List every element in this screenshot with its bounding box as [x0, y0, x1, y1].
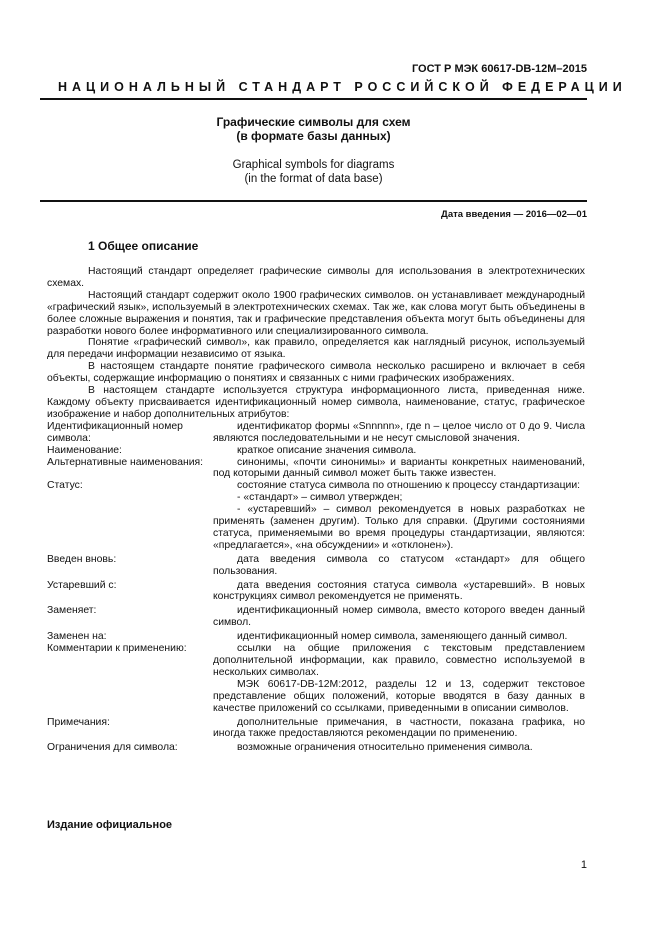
definition-row	[47, 480, 585, 492]
section-body	[47, 266, 585, 754]
definition-value: синонимы, «почти синонимы» и варианты конкретных наименований, под которыми данный символ может быть также известен.	[213, 456, 585, 480]
definition-term: Статус:	[47, 480, 83, 492]
title-en-line2: (in the format of data base)	[244, 173, 383, 185]
title-ru-line2: (в формате базы данных)	[236, 129, 391, 143]
definition-value: дата введения символа со статусом «стандарт» для общего пользования.	[213, 553, 585, 577]
definition-value: дополнительные примечания, в частности, показана графика, но иногда также предоставляются рекомендации по применению.	[213, 716, 585, 740]
introduction-date: Дата введения — 2016—02—01	[441, 209, 587, 220]
title-english	[40, 158, 587, 186]
paragraph: В настоящем стандарте используется структура информационного листа, приведенная ниже. Каждому объекту присваивается идентификационный номер символа, наименование, статус, графическое изображение и набор дополнительных атрибутов:	[47, 385, 585, 420]
definition-row	[47, 643, 585, 679]
definition-value: состояние статуса символа по отношению к процессу стандартизации:	[237, 480, 581, 492]
definition-continuation	[213, 679, 585, 715]
paragraph: Понятие «графический символ», как правило, определяется как наглядный рисунок, используемый для передачи информации независимо от языка.	[47, 337, 585, 361]
paragraph: В настоящем стандарте понятие графического символа несколько расширено и включает в себя объекты, содержащие информацию о понятиях и связанных с ними графических изображениях.	[47, 361, 585, 385]
definition-term: Заменен на:	[47, 631, 107, 643]
definition-term: Идентификационный номер символа:	[47, 420, 183, 444]
definition-value: - «стандарт» – символ утвержден;	[237, 492, 403, 504]
definition-row	[47, 605, 585, 629]
definition-value: МЭК 60617-DB-12M:2012, разделы 12 и 13, содержит текстовое представление общих положений, которые вводятся в базу данных в качестве приложений со ссылками, приведенными в описании символов.	[213, 678, 585, 714]
definition-value: - «устаревший» – символ рекомендуется в новых разработках не применять (заменен другим). Только для справки. (Другими состояниями статуса, применяемыми во время процедуры стандартизации, являются: «предлагается», «на обсуждении» и «отклонен»).	[213, 504, 585, 551]
title-ru-line1: Графические символы для схем	[216, 115, 411, 129]
document-number: ГОСТ Р МЭК 60617-DB-12M–2015	[411, 63, 587, 75]
definition-value: идентификатор формы «Snnnnn», где n – целое число от 0 до 9. Числа являются последовательными и не несут смысловой значения.	[213, 420, 585, 444]
definition-value: краткое описание значения символа.	[237, 444, 417, 456]
definition-row	[47, 445, 585, 457]
definition-value: идентификационный номер символа, вместо которого введен данный символ.	[213, 605, 585, 629]
definition-row	[47, 554, 585, 578]
title-en-line1: Graphical symbols for diagrams	[232, 159, 395, 171]
definition-row	[47, 742, 585, 754]
paragraph: Настоящий стандарт содержит около 1900 графических символов. он устанавливает международный «графический язык», используемый в электротехнических схемах. Так же, как слова могут быть объединены в более сложные выражения и понятия, так и графические представления объекта могут быть объединены для разработки нового более информативного или специализированного символа.	[47, 289, 585, 337]
definition-term: Примечания:	[47, 716, 110, 728]
definition-continuation	[213, 492, 585, 552]
section-heading: 1 Общее описание	[88, 239, 199, 253]
definition-term: Комментарии к применению:	[47, 643, 187, 655]
definition-value: возможные ограничения относительно применения символа.	[237, 742, 533, 754]
definition-term: Наименование:	[47, 444, 122, 456]
definition-term: Альтернативные наименования:	[47, 456, 204, 468]
definition-term: Устаревший с:	[47, 579, 117, 591]
definition-value: идентификационный номер символа, заменяющего данный символ.	[237, 631, 568, 643]
definition-row	[47, 631, 585, 643]
definition-term: Введен вновь:	[47, 553, 117, 565]
top-divider	[40, 98, 587, 100]
paragraph: Настоящий стандарт определяет графические символы для использования в электротехнических схемах.	[47, 266, 585, 289]
definition-value: дата введения состояния статуса символа «устаревший». В новых конструкциях символ рекомендуется не применять.	[213, 579, 585, 603]
national-standard-banner: НАЦИОНАЛЬНЫЙ СТАНДАРТ РОССИЙСКОЙ ФЕДЕРАЦИИ	[58, 80, 627, 94]
definition-row	[47, 421, 585, 445]
official-edition-label: Издание официальное	[47, 819, 173, 831]
title-russian	[40, 115, 587, 143]
definition-term: Ограничения для символа:	[47, 742, 178, 754]
definition-row	[47, 580, 585, 604]
definition-value: ссылки на общие приложения с текстовым представлением дополнительной информации, как правило, совместно используемой в нескольких символах.	[213, 643, 585, 678]
page-number: 1	[580, 859, 587, 871]
title-divider	[40, 200, 587, 202]
definition-term: Заменяет:	[47, 605, 97, 617]
definition-row	[47, 457, 585, 481]
definition-row	[47, 717, 585, 741]
